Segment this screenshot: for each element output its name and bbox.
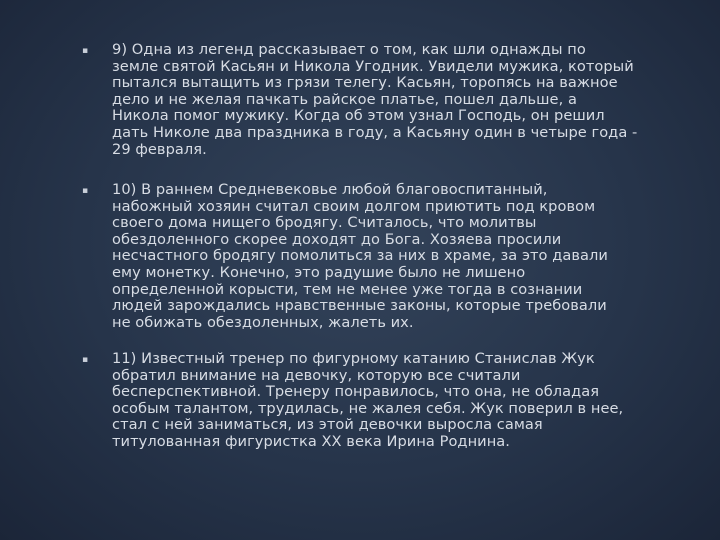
bullet-icon: ▪ [82, 186, 89, 196]
bullet-text: 10) В раннем Средневековье любой благовоспитанный, набожный хозяин считал своим долгом приютить под кровом своего дома нищего бродягу. Считалось, что молитвы обездоленного скорее доходят до Бога. Хозяева просили несчастного бродягу помолиться за них в храме, за это давали ему монетку. Конечно, это радушие было не лишено определенной корысти, тем не менее уже тогда в сознании людей зарождались нравственные законы, которые требовали не обижать обездоленных, жалеть их. [112, 181, 608, 331]
bullet-item-11 [82, 351, 692, 451]
bullet-icon: ▪ [82, 355, 89, 365]
bullet-item-9 [82, 42, 692, 158]
bullet-text: 11) Известный тренер по фигурному катанию Станислав Жук обратил внимание на девочку, которую все считали бесперспективной. Тренеру понравилось, что она, не обладая особым талантом, трудилась, не жалея себя. Жук поверил в нее, стал с ней заниматься, из этой девочки выросла самая титулованная фигуристка XX века Ирина Роднина. [112, 350, 624, 450]
bullet-icon: ▪ [82, 46, 89, 56]
bullet-text: 9) Одна из легенд рассказывает о том, как шли однажды по земле святой Касьян и Никола Угодник. Увидели мужика, который пытался вытащить из грязи телегу. Касьян, торопясь на важное дело и не желая пачкать райское платье, пошел дальше, а Никола помог мужику. Когда об этом узнал Господь, он решил дать Николе два праздника в году, а Касьяну один в четыре года - 29 февраля. [112, 41, 638, 158]
bullet-item-10 [82, 182, 692, 331]
